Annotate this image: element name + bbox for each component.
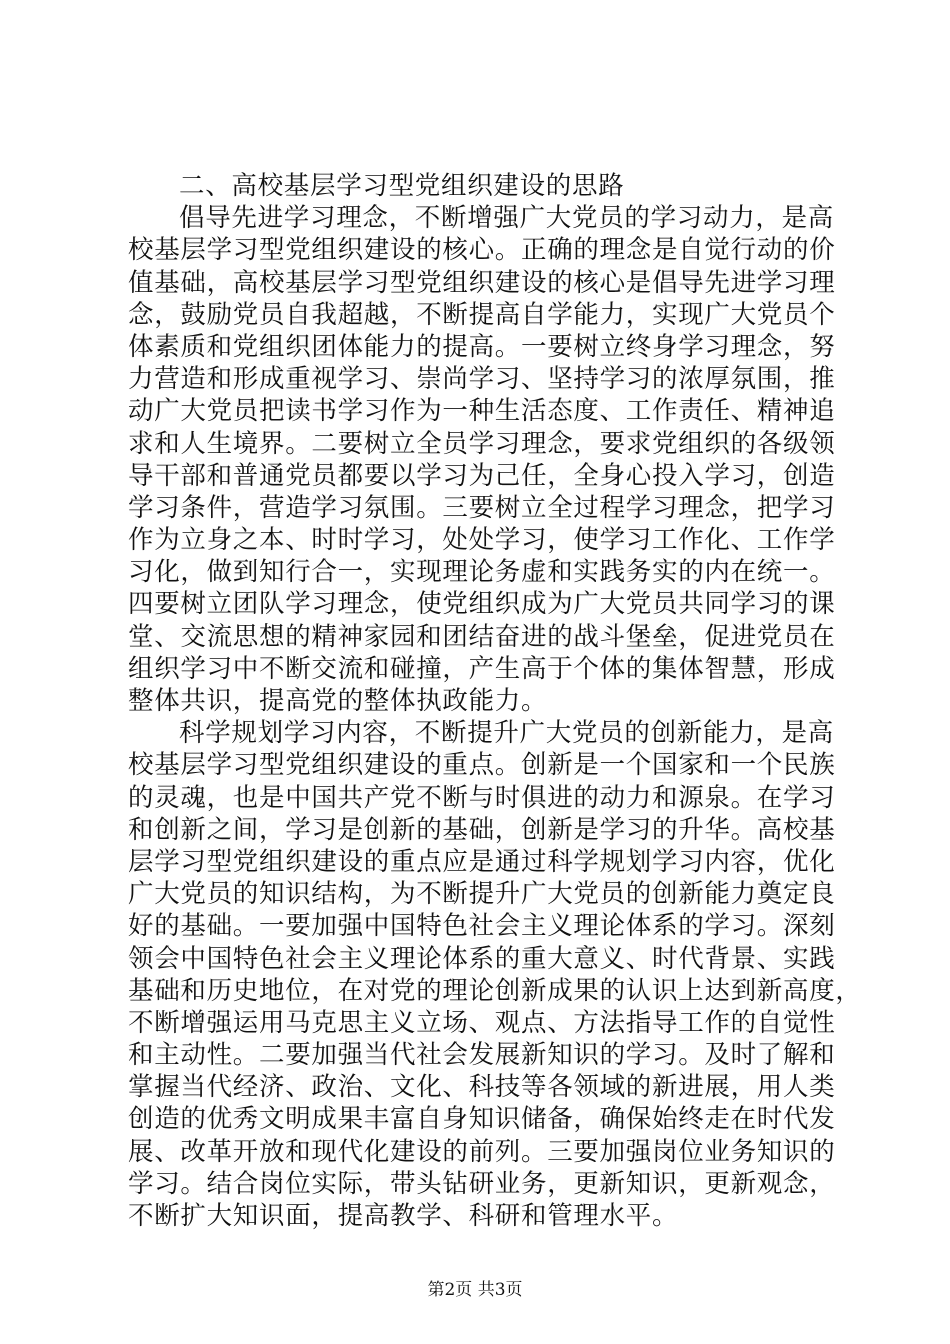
text-line: 掌握当代经济、政治、文化、科技等各领域的新进展，用人类 (128, 1072, 836, 1103)
text-line: 创造的优秀文明成果丰富自身知识储备，确保始终走在时代发 (128, 1104, 836, 1135)
text-line: 求和人生境界。二要树立全员学习理念，要求党组织的各级领 (128, 428, 836, 459)
text-line: 倡导先进学习理念，不断增强广大党员的学习动力，是高 (179, 203, 835, 234)
text-line: 四要树立团队学习理念，使党组织成为广大党员共同学习的课 (128, 589, 836, 620)
text-line: 基础和历史地位，在对党的理论创新成果的认识上达到新高度， (128, 975, 862, 1006)
text-line: 好的基础。一要加强中国特色社会主义理论体系的学习。深刻 (128, 911, 836, 942)
text-line: 二、高校基层学习型党组织建设的思路 (179, 171, 625, 201)
text-line: 堂、交流思想的精神家园和团结奋进的战斗堡垒，促进党员在 (128, 621, 836, 652)
text-line: 科学规划学习内容，不断提升广大党员的创新能力，是高 (179, 718, 835, 749)
text-line: 不断增强运用马克思主义立场、观点、方法指导工作的自觉性 (128, 1007, 836, 1038)
page-footer (0, 1279, 950, 1301)
text-line: 和创新之间，学习是创新的基础，创新是学习的升华。高校基 (128, 814, 836, 845)
text-line: 领会中国特色社会主义理论体系的重大意义、时代背景、实践 (128, 943, 836, 974)
text-line: 值基础，高校基层学习型党组织建设的核心是倡导先进学习理 (128, 267, 836, 298)
text-line: 和主动性。二要加强当代社会发展新知识的学习。及时了解和 (128, 1040, 836, 1071)
text-line: 广大党员的知识结构，为不断提升广大党员的创新能力奠定良 (128, 879, 836, 910)
text-line: 展、改革开放和现代化建设的前列。三要加强岗位业务知识的 (128, 1136, 836, 1167)
text-line: 学习条件，营造学习氛围。三要树立全过程学习理念，把学习 (128, 492, 836, 523)
text-line: 的灵魂，也是中国共产党不断与时俱进的动力和源泉。在学习 (128, 782, 836, 813)
text-line: 力营造和形成重视学习、崇尚学习、坚持学习的浓厚氛围，推 (128, 364, 836, 395)
text-line: 校基层学习型党组织建设的重点。创新是一个国家和一个民族 (128, 750, 836, 781)
text-line: 校基层学习型党组织建设的核心。正确的理念是自觉行动的价 (128, 235, 836, 266)
page-number-label: 第2页 共3页 (427, 1280, 523, 1300)
text-line: 层学习型党组织建设的重点应是通过科学规划学习内容，优化 (128, 846, 836, 877)
text-line: 组织学习中不断交流和碰撞，产生高于个体的集体智慧，形成 (128, 653, 836, 684)
text-line: 整体共识，提高党的整体执政能力。 (128, 686, 548, 716)
text-line: 学习。结合岗位实际，带头钻研业务，更新知识，更新观念， (128, 1168, 836, 1199)
text-line: 习化，做到知行合一，实现理论务虚和实践务实的内在统一。 (128, 557, 836, 588)
text-line: 不断扩大知识面，提高教学、科研和管理水平。 (128, 1201, 679, 1231)
text-line: 导干部和普通党员都要以学习为己任，全身心投入学习，创造 (128, 460, 836, 491)
text-line: 动广大党员把读书学习作为一种生活态度、工作责任、精神追 (128, 396, 836, 427)
text-line: 体素质和党组织团体能力的提高。一要树立终身学习理念，努 (128, 331, 836, 362)
document-body (128, 170, 862, 1232)
text-line: 念，鼓励党员自我超越，不断提高自学能力，实现广大党员个 (128, 299, 836, 330)
text-line: 作为立身之本、时时学习，处处学习，使学习工作化、工作学 (128, 525, 836, 556)
